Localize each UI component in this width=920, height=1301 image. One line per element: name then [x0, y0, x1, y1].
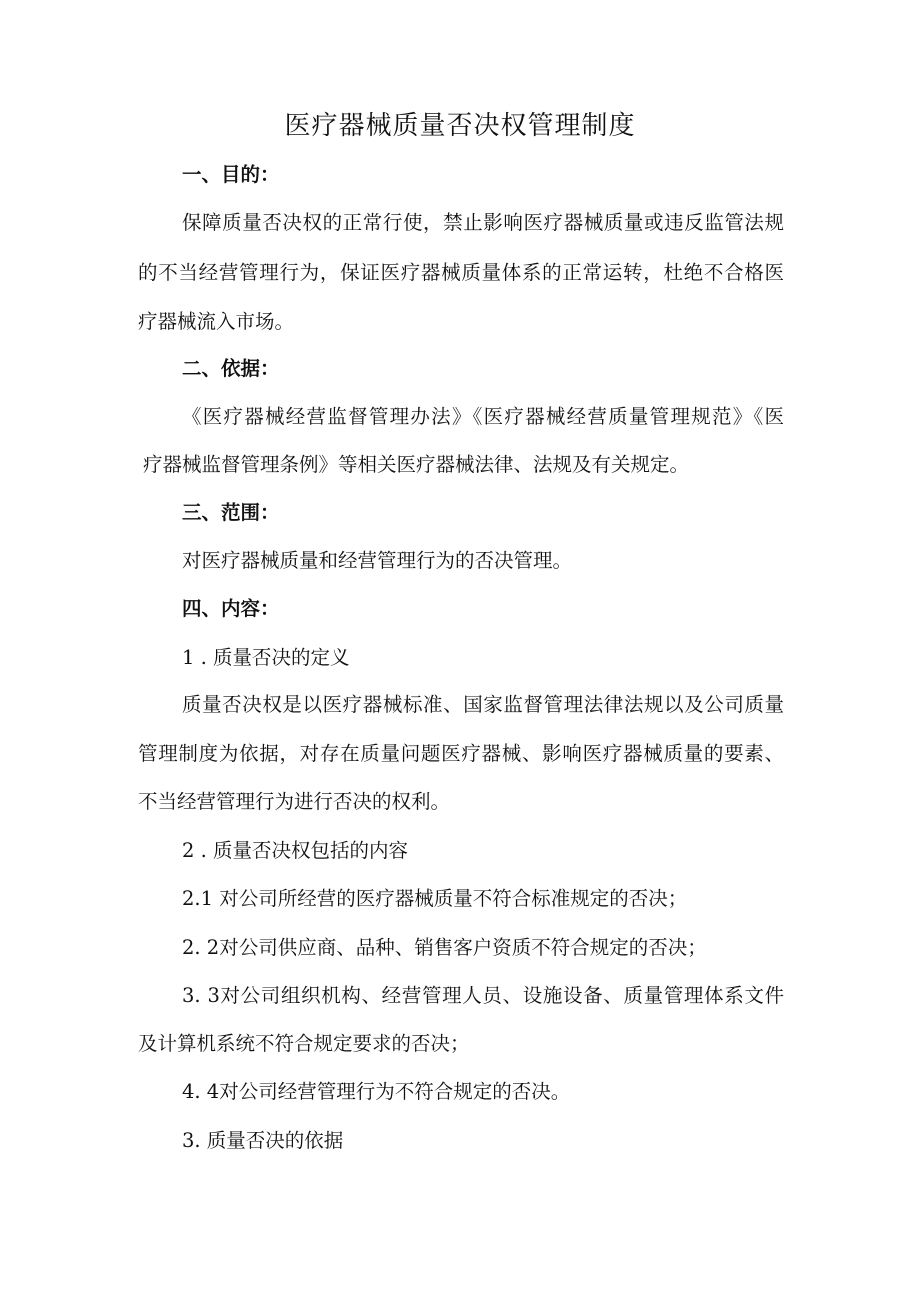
item2-title: 2 . 质量否决权包括的内容: [182, 839, 409, 862]
document-title: 医疗器械质量否决权管理制度: [284, 111, 636, 141]
section-heading-basis: 二、依据：: [182, 357, 280, 380]
item2-2: 2. 2对公司供应商、品种、销售客户资质不符合规定的否决；: [182, 936, 707, 959]
item2-3-line-1: 3. 3对公司组织机构、经营管理人员、设施设备、质量管理体系文件: [182, 984, 784, 1007]
scope-line-1: 对医疗器械质量和经营管理行为的否决管理。: [182, 549, 573, 572]
item1-line-1: 质量否决权是以医疗器械标准、国家监督管理法律法规以及公司质量: [182, 693, 784, 716]
section-heading-purpose: 一、目的：: [182, 163, 280, 186]
item1-line-3: 不当经营管理行为进行否决的权利。: [138, 790, 451, 813]
purpose-line-2: 的不当经营管理行为，保证医疗器械质量体系的正常运转，杜绝不合格医: [138, 261, 784, 284]
section-heading-scope: 三、范围：: [182, 501, 280, 524]
basis-line-1: 《医疗器械经营监督管理办法》《医疗器械经营质量管理规范》《医: [182, 405, 784, 428]
section-heading-content: 四、内容：: [182, 597, 280, 620]
item2-1: 2.1 对公司所经营的医疗器械质量不符合标准规定的否决；: [182, 887, 688, 910]
item2-3-line-2: 及计算机系统不符合规定要求的否决；: [138, 1032, 470, 1055]
item1-title: 1 . 质量否决的定义: [182, 646, 350, 669]
item1-line-2: 管理制度为依据，对存在质量问题医疗器械、影响医疗器械质量的要素、: [138, 742, 784, 765]
item2-4: 4. 4对公司经营管理行为不符合规定的否决。: [182, 1080, 571, 1103]
purpose-line-3: 疗器械流入市场。: [138, 310, 295, 333]
item3-title: 3. 质量否决的依据: [182, 1129, 344, 1152]
purpose-line-1: 保障质量否决权的正常行使，禁止影响医疗器械质量或违反监管法规: [182, 211, 784, 234]
basis-line-2: 疗器械监督管理条例》等相关医疗器械法律、法规及有关规定。: [143, 453, 690, 476]
